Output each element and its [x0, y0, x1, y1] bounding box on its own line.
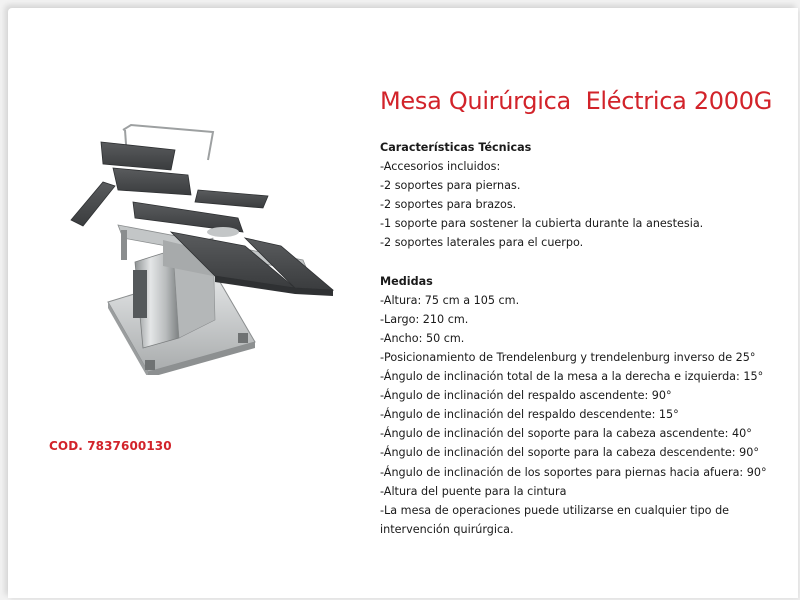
measure-line: -La mesa de operaciones puede utilizarse en cualquier tipo de intervención quirúrgica. — [380, 503, 730, 536]
measure-line: -Altura del puente para la cintura — [380, 484, 567, 498]
spec-line: -Accesorios incluidos: — [380, 160, 501, 174]
measure-line: -Ángulo de inclinación del soporte para la cabeza ascendente: 40° — [380, 427, 752, 441]
measure-line: -Altura: 75 cm a 105 cm. — [380, 293, 520, 307]
measure-line: -Ángulo de inclinación de los soportes para piernas hacia afuera: 90° — [380, 465, 767, 479]
measure-line: -Ancho: 50 cm. — [380, 331, 465, 345]
caracteristicas-heading: Características Técnicas — [380, 141, 532, 154]
surgical-table-image — [63, 120, 353, 375]
measure-line: -Largo: 210 cm. — [380, 312, 469, 326]
measure-line: -Ángulo de inclinación del respaldo descendente: 15° — [380, 408, 679, 422]
product-sheet — [8, 8, 798, 598]
measure-line: -Ángulo de inclinación del soporte para la cabeza descendente: 90° — [380, 446, 759, 460]
spec-line: -1 soporte para sostener la cubierta durante la anestesia. — [380, 217, 704, 231]
page-title: Mesa Quirúrgica Eléctrica 2000G — [380, 87, 773, 115]
spec-line: -2 soportes para brazos. — [380, 198, 517, 212]
spec-line: -2 soportes para piernas. — [380, 179, 521, 193]
medidas-heading: Medidas — [380, 274, 433, 288]
product-code: COD. 7837600130 — [49, 439, 172, 453]
measure-line: -Ángulo de inclinación total de la mesa a la derecha e izquierda: 15° — [380, 370, 764, 384]
measure-line: -Ángulo de inclinación del respaldo ascendente: 90° — [380, 389, 672, 403]
specifications — [380, 138, 780, 539]
section-spacer — [380, 253, 780, 272]
spec-line: -2 soportes laterales para el cuerpo. — [380, 236, 584, 250]
measure-line: -Posicionamiento de Trendelenburg y trendelenburg inverso de 25° — [380, 350, 756, 364]
